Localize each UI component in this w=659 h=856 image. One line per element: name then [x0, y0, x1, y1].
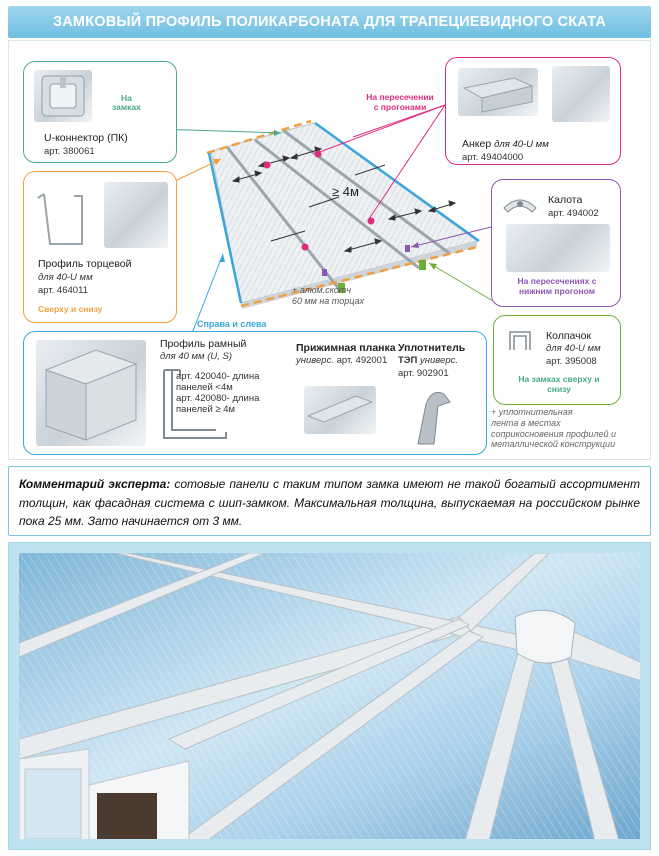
- cap-title: Колпачок: [546, 330, 592, 342]
- expert-comment-text: сотовые панели с таким типом замка имеют не такой богатый ассортимент толщин, как фасадная система с шип-замком. Максимальная толщина, выпускаемая на российском рынке пока 25 мм. Зато начинается от 3 мм.: [19, 477, 640, 529]
- u-connector-title: U-коннектор (ПК): [44, 132, 128, 144]
- frame-profile-title: Профиль рамный: [160, 338, 247, 350]
- end-profile-note: Сверху и снизу: [38, 304, 103, 314]
- end-profile-card: [23, 171, 177, 323]
- kalota-note: На пересечениях с нижним прогоном: [517, 276, 597, 297]
- roof-joint-node: [515, 610, 575, 663]
- kalota-point: [322, 269, 327, 276]
- frame-profile-spec: для 40 мм (U, S): [160, 351, 232, 362]
- anchor-image: [458, 68, 538, 116]
- frame-components-card: [23, 331, 487, 455]
- expert-comment: [8, 466, 651, 536]
- anchor-title: Анкер для 40-U мм: [462, 138, 549, 150]
- roof-photo: [19, 553, 640, 839]
- clamp-icon: [304, 386, 376, 434]
- length-label: ≥ 4м: [332, 184, 359, 199]
- seal-title: Уплотнитель: [398, 342, 466, 354]
- anchor-point: [264, 162, 271, 169]
- kalota-card: [491, 179, 621, 307]
- seal-tape-note: + уплотнительная лента в местах соприкосновения профилей и металлической конструкции: [491, 407, 617, 450]
- clamp-image: [304, 386, 376, 434]
- u-connector-image: [34, 70, 92, 122]
- kalota-point: [405, 245, 410, 252]
- kalota-title: Калота: [548, 194, 583, 206]
- page-title: [8, 6, 651, 38]
- frame-profile-icon: [36, 340, 146, 446]
- seal-spec: ТЭП универс.: [398, 355, 458, 366]
- cap-spec: для 40-U мм: [546, 343, 601, 354]
- cap-icon: [504, 326, 536, 356]
- seal-icon: [408, 384, 458, 448]
- end-profile-article: арт. 464011: [38, 285, 88, 296]
- roof-photo-frame: [8, 542, 651, 850]
- sides-note: Справа и слева: [197, 319, 267, 329]
- clamp-title: Прижимная планка: [296, 342, 396, 354]
- roof-photo-illustration: [19, 553, 640, 839]
- end-profile-icon: [34, 186, 88, 250]
- cap-card: [493, 315, 621, 405]
- u-connector-card: [23, 61, 177, 163]
- anchor-point: [302, 244, 309, 251]
- anchor-card: [445, 57, 621, 165]
- kalota-article: арт. 494002: [548, 208, 599, 219]
- profile-diagram: [8, 40, 651, 460]
- seal-article: арт. 902901: [398, 368, 449, 379]
- end-profile-title: Профиль торцевой: [38, 258, 132, 270]
- cap-point: [419, 260, 426, 270]
- u-connector-article: арт. 380061: [44, 146, 95, 157]
- end-profile-image: [104, 182, 168, 248]
- cap-article: арт. 395008: [546, 356, 597, 367]
- anchor-icon: [458, 68, 538, 116]
- page-title-text: ЗАМКОВЫЙ ПРОФИЛЬ ПОЛИКАРБОНАТА ДЛЯ ТРАПЕЦИЕВИДНОГО СКАТА: [52, 14, 607, 30]
- cap-note: На замках сверху и снизу: [518, 374, 600, 395]
- u-connector-note: На замках: [112, 93, 141, 113]
- u-connector-icon: [34, 70, 92, 122]
- anchor-detail-image: [552, 66, 610, 122]
- anchor-point: [368, 218, 375, 225]
- frame-profile-image: [36, 340, 146, 446]
- end-profile-spec: для 40-U мм: [38, 272, 93, 283]
- frame-profile-art1: арт. 420040- длина панелей <4м арт. 420080- длина панелей ≥ 4м: [176, 371, 260, 415]
- clamp-spec-article: универс. арт. 492001: [296, 355, 388, 366]
- expert-comment-lead: Комментарий эксперта:: [19, 477, 171, 491]
- kalota-icon: [500, 190, 540, 216]
- kalota-image: [506, 224, 610, 272]
- tape-note: + алюм.скотч 60 мм на торцах: [292, 285, 364, 306]
- anchor-note: На пересечении с прогонами: [366, 92, 434, 112]
- anchor-article: арт. 49404000: [462, 152, 524, 163]
